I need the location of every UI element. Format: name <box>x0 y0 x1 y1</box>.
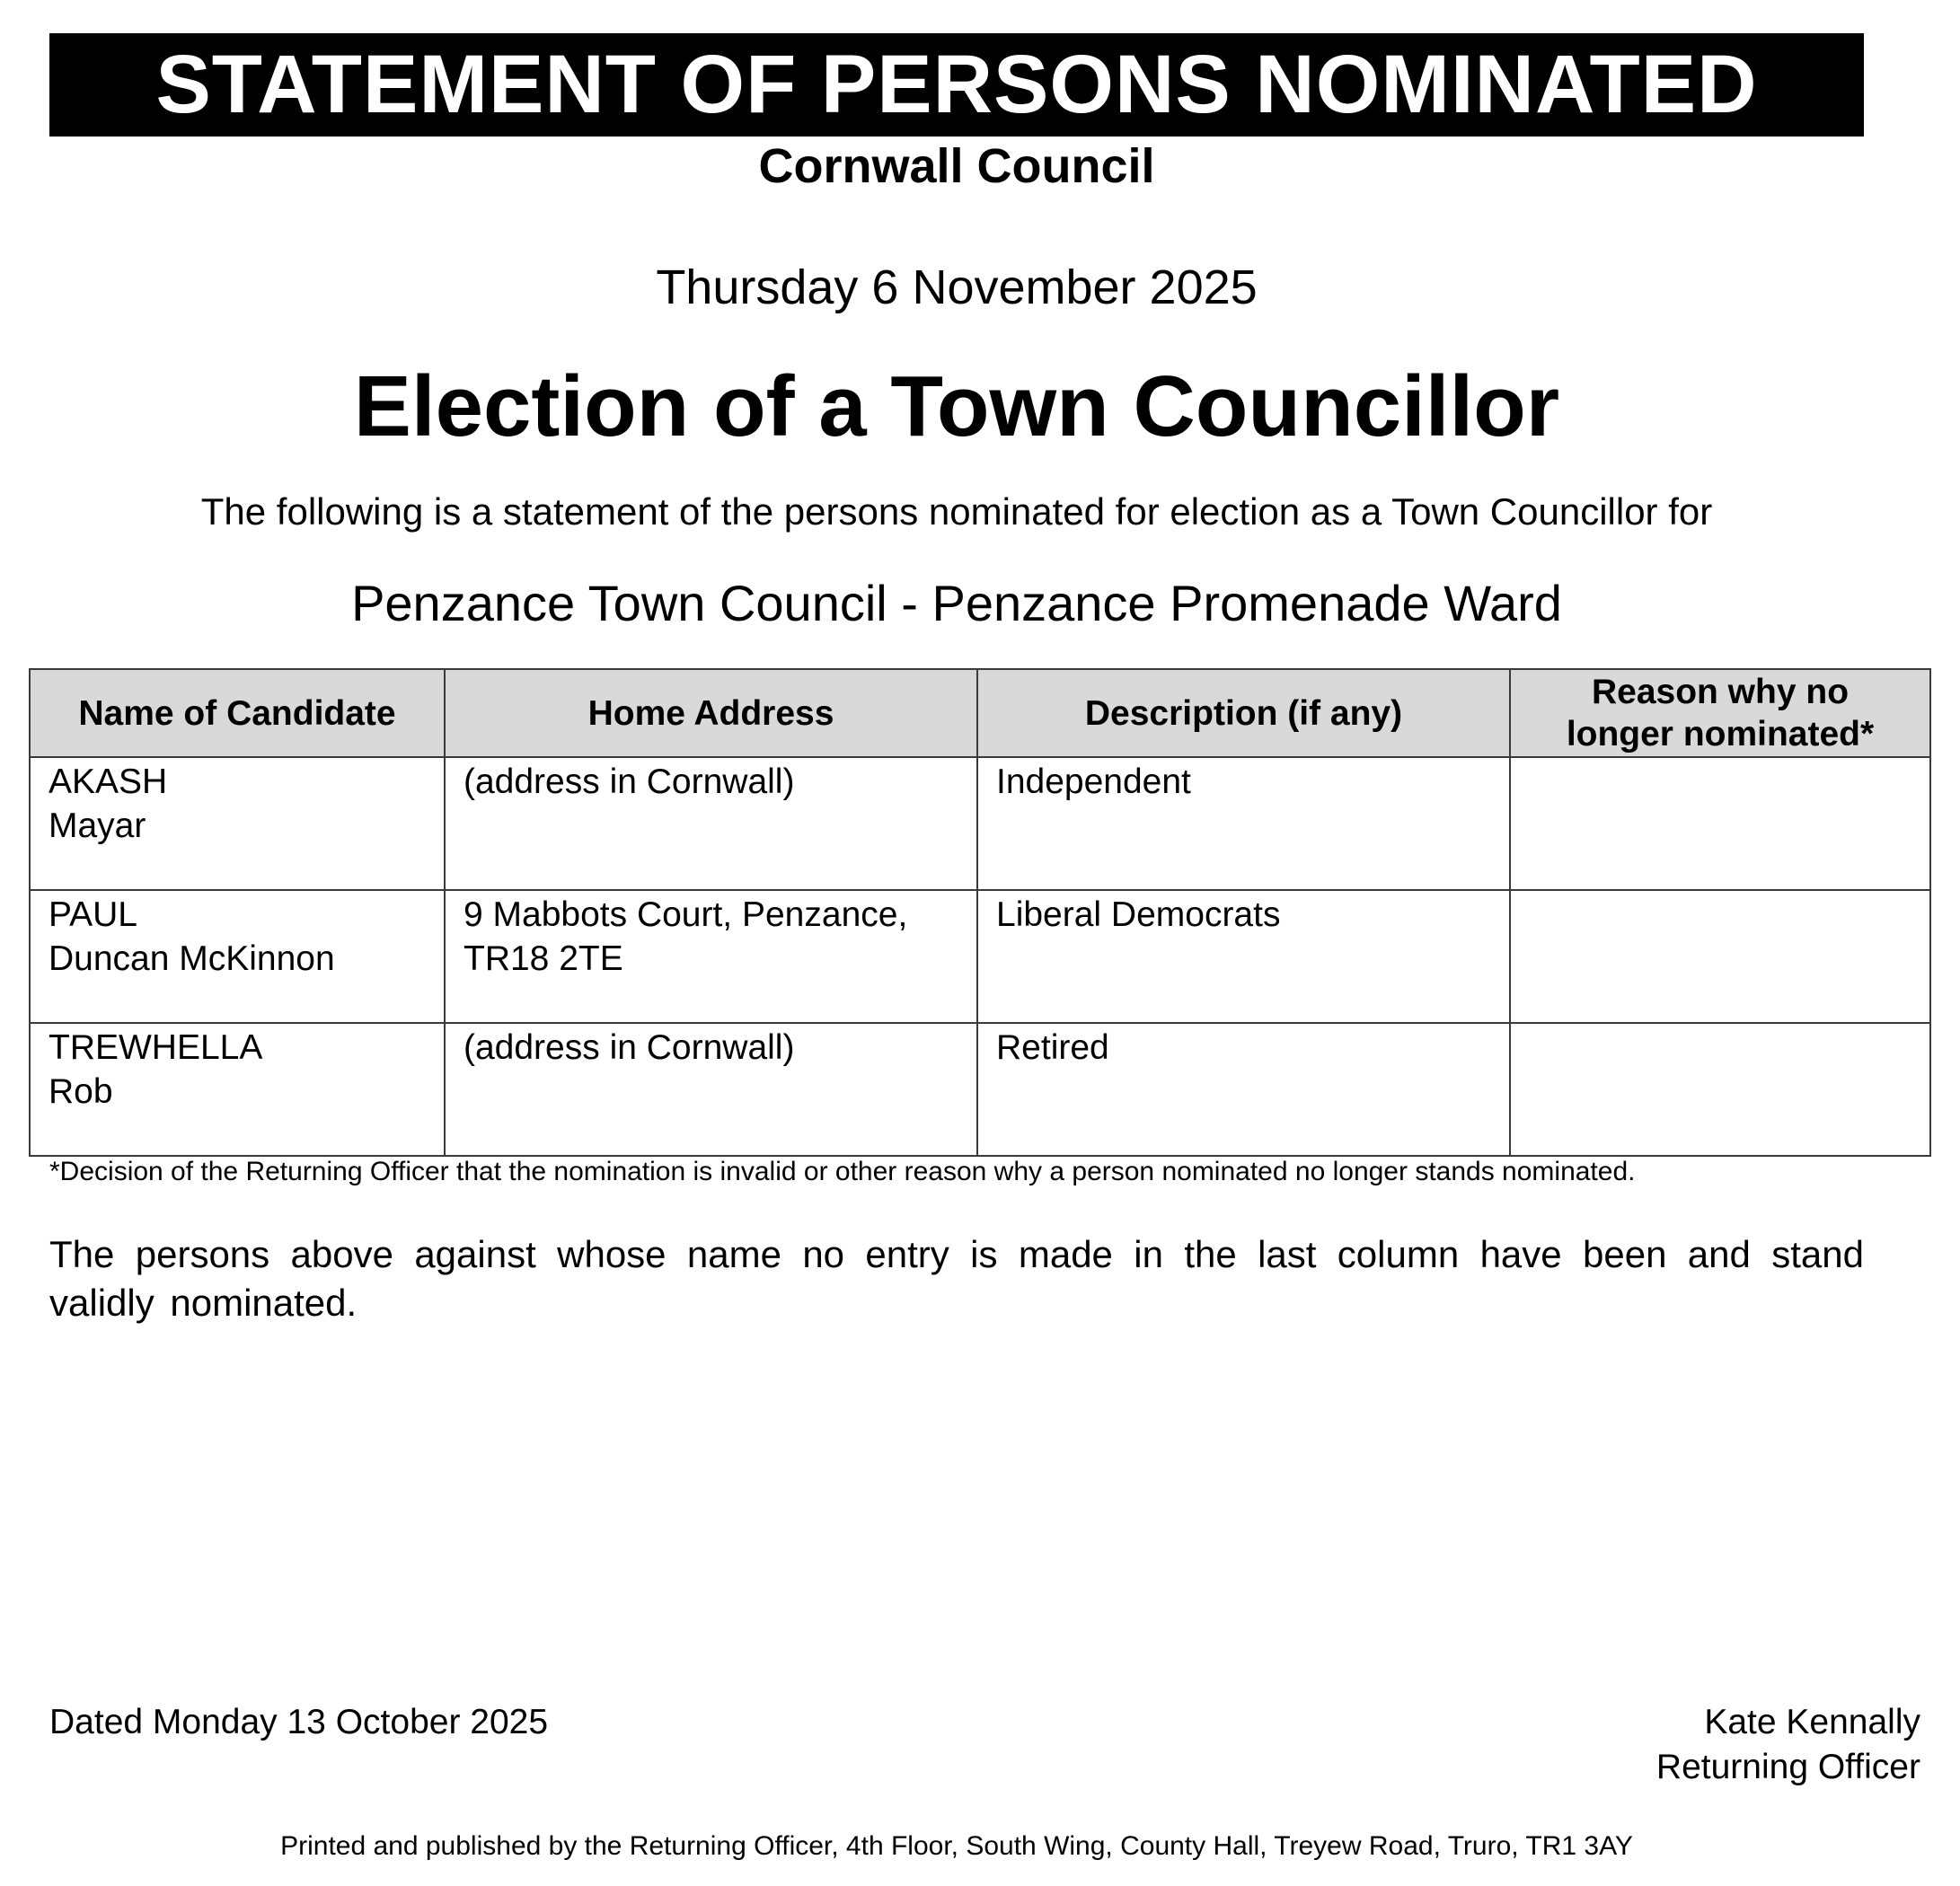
table-row <box>30 890 1930 1023</box>
address-line: 9 Mabbots Court, Penzance, <box>464 895 908 934</box>
candidate-name-cell <box>30 890 445 1023</box>
election-title: Election of a Town Councillor <box>353 358 1560 454</box>
validity-statement: The persons above against whose name no entry is made in the last column have been and stand validly nominated. <box>49 1233 1864 1324</box>
header-address: Home Address <box>445 669 977 757</box>
header-description: Description (if any) <box>977 669 1510 757</box>
returning-officer-block <box>1656 1700 1920 1790</box>
officer-title: Returning Officer <box>1655 1748 1920 1786</box>
candidate-address-cell <box>445 757 977 890</box>
dated-line: Dated Monday 13 October 2025 <box>49 1703 549 1741</box>
candidate-surname: AKASH <box>49 762 168 801</box>
candidate-description: Retired <box>977 1023 1510 1156</box>
table-row <box>30 757 1930 890</box>
candidate-reason <box>1510 1023 1930 1156</box>
candidates-table <box>29 668 1931 1157</box>
council-name: Cornwall Council <box>758 139 1155 193</box>
address-line: (address in Cornwall) <box>464 762 795 801</box>
candidate-description: Liberal Democrats <box>977 890 1510 1023</box>
candidate-name-cell <box>30 1023 445 1156</box>
header-reason <box>1510 669 1930 757</box>
candidate-address-cell <box>445 1023 977 1156</box>
candidate-forenames: Rob <box>49 1072 113 1111</box>
candidate-surname: PAUL <box>49 895 137 934</box>
officer-name: Kate Kennally <box>1704 1703 1920 1741</box>
address-line: TR18 2TE <box>464 939 623 978</box>
electoral-area: Penzance Town Council - Penzance Promenade Ward <box>351 575 1562 631</box>
address-line: (address in Cornwall) <box>464 1028 795 1067</box>
poll-date: Thursday 6 November 2025 <box>656 260 1258 314</box>
candidate-description: Independent <box>977 757 1510 890</box>
header-reason-line2: longer nominated* <box>1566 715 1875 754</box>
header-reason-line1: Reason why no <box>1591 673 1850 711</box>
header-name: Name of Candidate <box>30 669 445 757</box>
candidate-address-cell <box>445 890 977 1023</box>
table-footnote: *Decision of the Returning Officer that the nomination is invalid or other reason why a person nominated no longer stands nominated. <box>49 1157 1636 1186</box>
candidate-name-cell <box>30 757 445 890</box>
table-header-row <box>30 669 1930 757</box>
candidate-surname: TREWHELLA <box>49 1028 263 1067</box>
candidate-forenames: Mayar <box>49 806 146 845</box>
candidate-reason <box>1510 757 1930 890</box>
table-row <box>30 1023 1930 1156</box>
document-banner: STATEMENT OF PERSONS NOMINATED <box>49 33 1864 137</box>
imprint-line: Printed and published by the Returning Officer, 4th Floor, South Wing, County Hall, Treyew Road, Truro, TR1 3AY <box>280 1831 1633 1861</box>
intro-text: The following is a statement of the persons nominated for election as a Town Councillor for <box>200 490 1713 533</box>
candidate-forenames: Duncan McKinnon <box>49 939 335 978</box>
candidate-reason <box>1510 890 1930 1023</box>
